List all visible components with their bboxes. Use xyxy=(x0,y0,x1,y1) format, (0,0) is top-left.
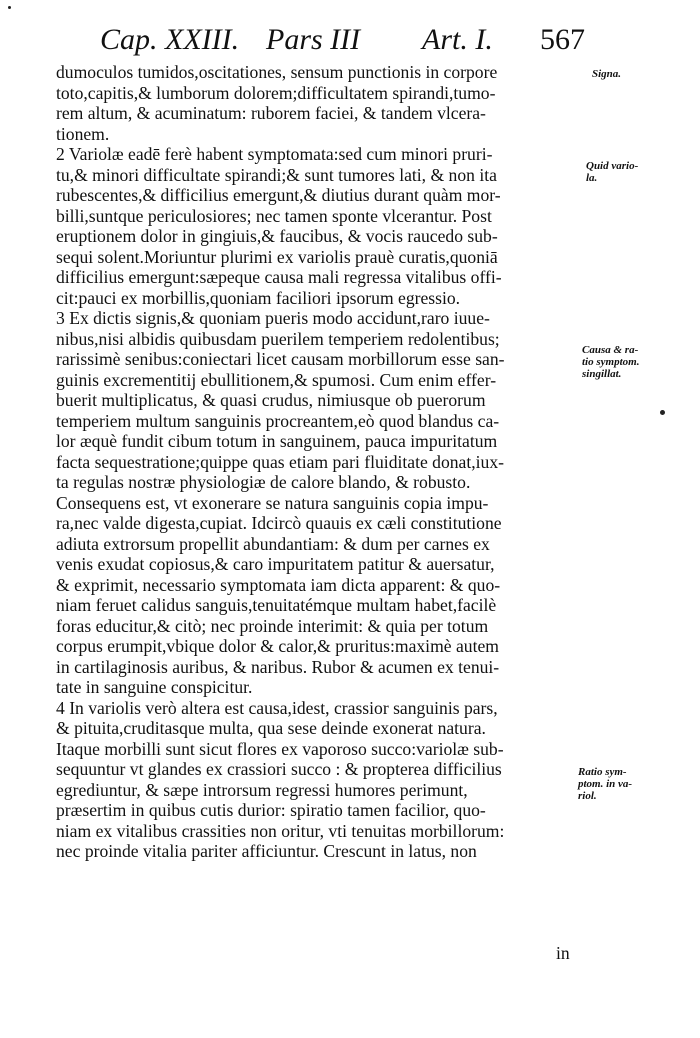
text-line: difficilius emergunt:sæpeque causa mali regressa vitalibus offi- xyxy=(56,267,502,287)
text-line: rem altum, & acuminatum: ruborem faciei, & tandem vlcera- xyxy=(56,103,486,123)
text-line: Itaque morbilli sunt sicut flores ex vaporoso succo:variolæ sub- xyxy=(56,738,504,759)
main-text-block xyxy=(56,62,584,862)
text-line: dumoculos tumidos,oscitationes, sensum punctionis in corpore xyxy=(56,62,498,82)
text-line: rarissimè senibus:coniectari licet causam morbillorum esse san- xyxy=(56,349,505,369)
text-line: niam ex vitalibus crassities non oritur, vti tenuitas morbillorum: xyxy=(56,820,505,841)
text-line: corpus erumpit,vbique dolor & calor,& pruritus:maximè autem xyxy=(56,636,499,656)
text-line: guinis excrementitij ebullitionem,& spumosi. Cum enim effer- xyxy=(56,369,497,390)
text-line: tionem. xyxy=(56,123,110,144)
text-line: foras educitur,& citò; nec proinde interimit: & quia per totum xyxy=(56,615,489,636)
margin-note-causa-ratio: Causa & ra- tio symptom. singillat. xyxy=(582,344,640,380)
text-line: toto,capitis,& lumborum dolorem;difficultatem spirandi,tumo- xyxy=(56,82,496,103)
text-line: adiuta extrorsum propellit abundantiam: & dum per carnes ex xyxy=(56,533,490,554)
text-line: cit:pauci ex morbillis,quoniam faciliori ipsorum egressio. xyxy=(56,287,461,308)
text-line: 2 Variolæ eadē ferè habent symptomata:sed cum minori pruri- xyxy=(56,144,493,164)
text-line: rubescentes,& difficilius emergunt,& diutius durant quàm mor- xyxy=(56,185,501,205)
text-line: venis exudat copiosus,& caro impuritatem patitur & auersatur, xyxy=(56,554,495,574)
text-line: tate in sanguine conspicitur. xyxy=(56,677,253,697)
text-line: nibus,nisi albidis quibusdam puerilem temperiem redolentibus; xyxy=(56,328,500,349)
ink-speck xyxy=(8,6,11,9)
ink-speck xyxy=(660,410,665,415)
margin-note-signa: Signa. xyxy=(592,68,622,80)
text-line: sequi solent.Moriuntur plurimi ex variolis prauè curatis,quoniā xyxy=(56,246,498,267)
text-line: facta sequestratione;quippe quas etiam pari fluiditate donat,iux- xyxy=(56,451,504,472)
text-line: 4 In variolis verò altera est causa,idest, crassior sanguinis pars, xyxy=(56,697,498,718)
pars-heading: Pars III xyxy=(266,23,361,56)
catchword: in xyxy=(556,943,570,963)
text-line: & exprimit, necessario symptomata iam dicta apparent: & quo- xyxy=(56,574,501,595)
text-line: billi,suntque periculosiores; nec tamen sponte vlcerantur. Post xyxy=(56,205,492,226)
text-line: ta regulas nostræ physiologiæ de calore blando, & robusto. xyxy=(56,472,471,492)
text-line: temperiem multum sanguinis procreantem,eò quod blandus ca- xyxy=(56,410,500,431)
text-line: 3 Ex dictis signis,& quoniam pueris modo accidunt,raro iuue- xyxy=(56,308,490,328)
chapter-heading: Cap. XXIII. xyxy=(100,23,240,56)
text-line: ra,nec valde digesta,cupiat. Idcircò quauis ex cæli constitutione xyxy=(56,513,502,533)
text-line: sequuntur vt glandes ex crassiori succo : & propterea difficilius xyxy=(56,759,502,779)
running-header xyxy=(100,22,600,58)
text-line: præsertim in quibus cutis durior: spiratio tamen facilior, quo- xyxy=(56,800,486,820)
page-number: 567 xyxy=(540,23,585,56)
text-line: in cartilaginosis auribus, & naribus. Rubor & acumen ex tenui- xyxy=(56,656,500,677)
article-heading: Art. I. xyxy=(422,23,493,56)
text-line: tu,& minori difficultate spirandi;& sunt tumores lati, & non ita xyxy=(56,164,497,185)
text-line: niam feruet calidus sanguis,tenuitatémque multam habet,facilè xyxy=(56,595,497,615)
text-line: buerit multiplicatus, & quasi crudus, nimiusque ob puerorum xyxy=(56,390,486,410)
text-line: eruptionem dolor in gingiuis,& faucibus, & vocis raucedo sub- xyxy=(56,226,498,246)
text-line: Consequens est, vt exonerare se natura sanguinis copia impu- xyxy=(56,492,489,513)
margin-note-quid-variola: Quid vario- la. xyxy=(586,160,639,184)
text-line: nec proinde vitalia pariter afficiuntur. Crescunt in latus, non xyxy=(56,841,477,861)
margin-note-ratio-symptom: Ratio sym- ptom. in va- riol. xyxy=(578,766,633,802)
text-line: & pituita,cruditasque multa, qua sese deinde exonerat natura. xyxy=(56,718,486,738)
text-line: egrediuntur, & sæpe introrsum regressi humores perimunt, xyxy=(56,779,468,800)
text-line: lor æquè fundit cibum totum in sanguinem, pauca impuritatum xyxy=(56,431,498,451)
